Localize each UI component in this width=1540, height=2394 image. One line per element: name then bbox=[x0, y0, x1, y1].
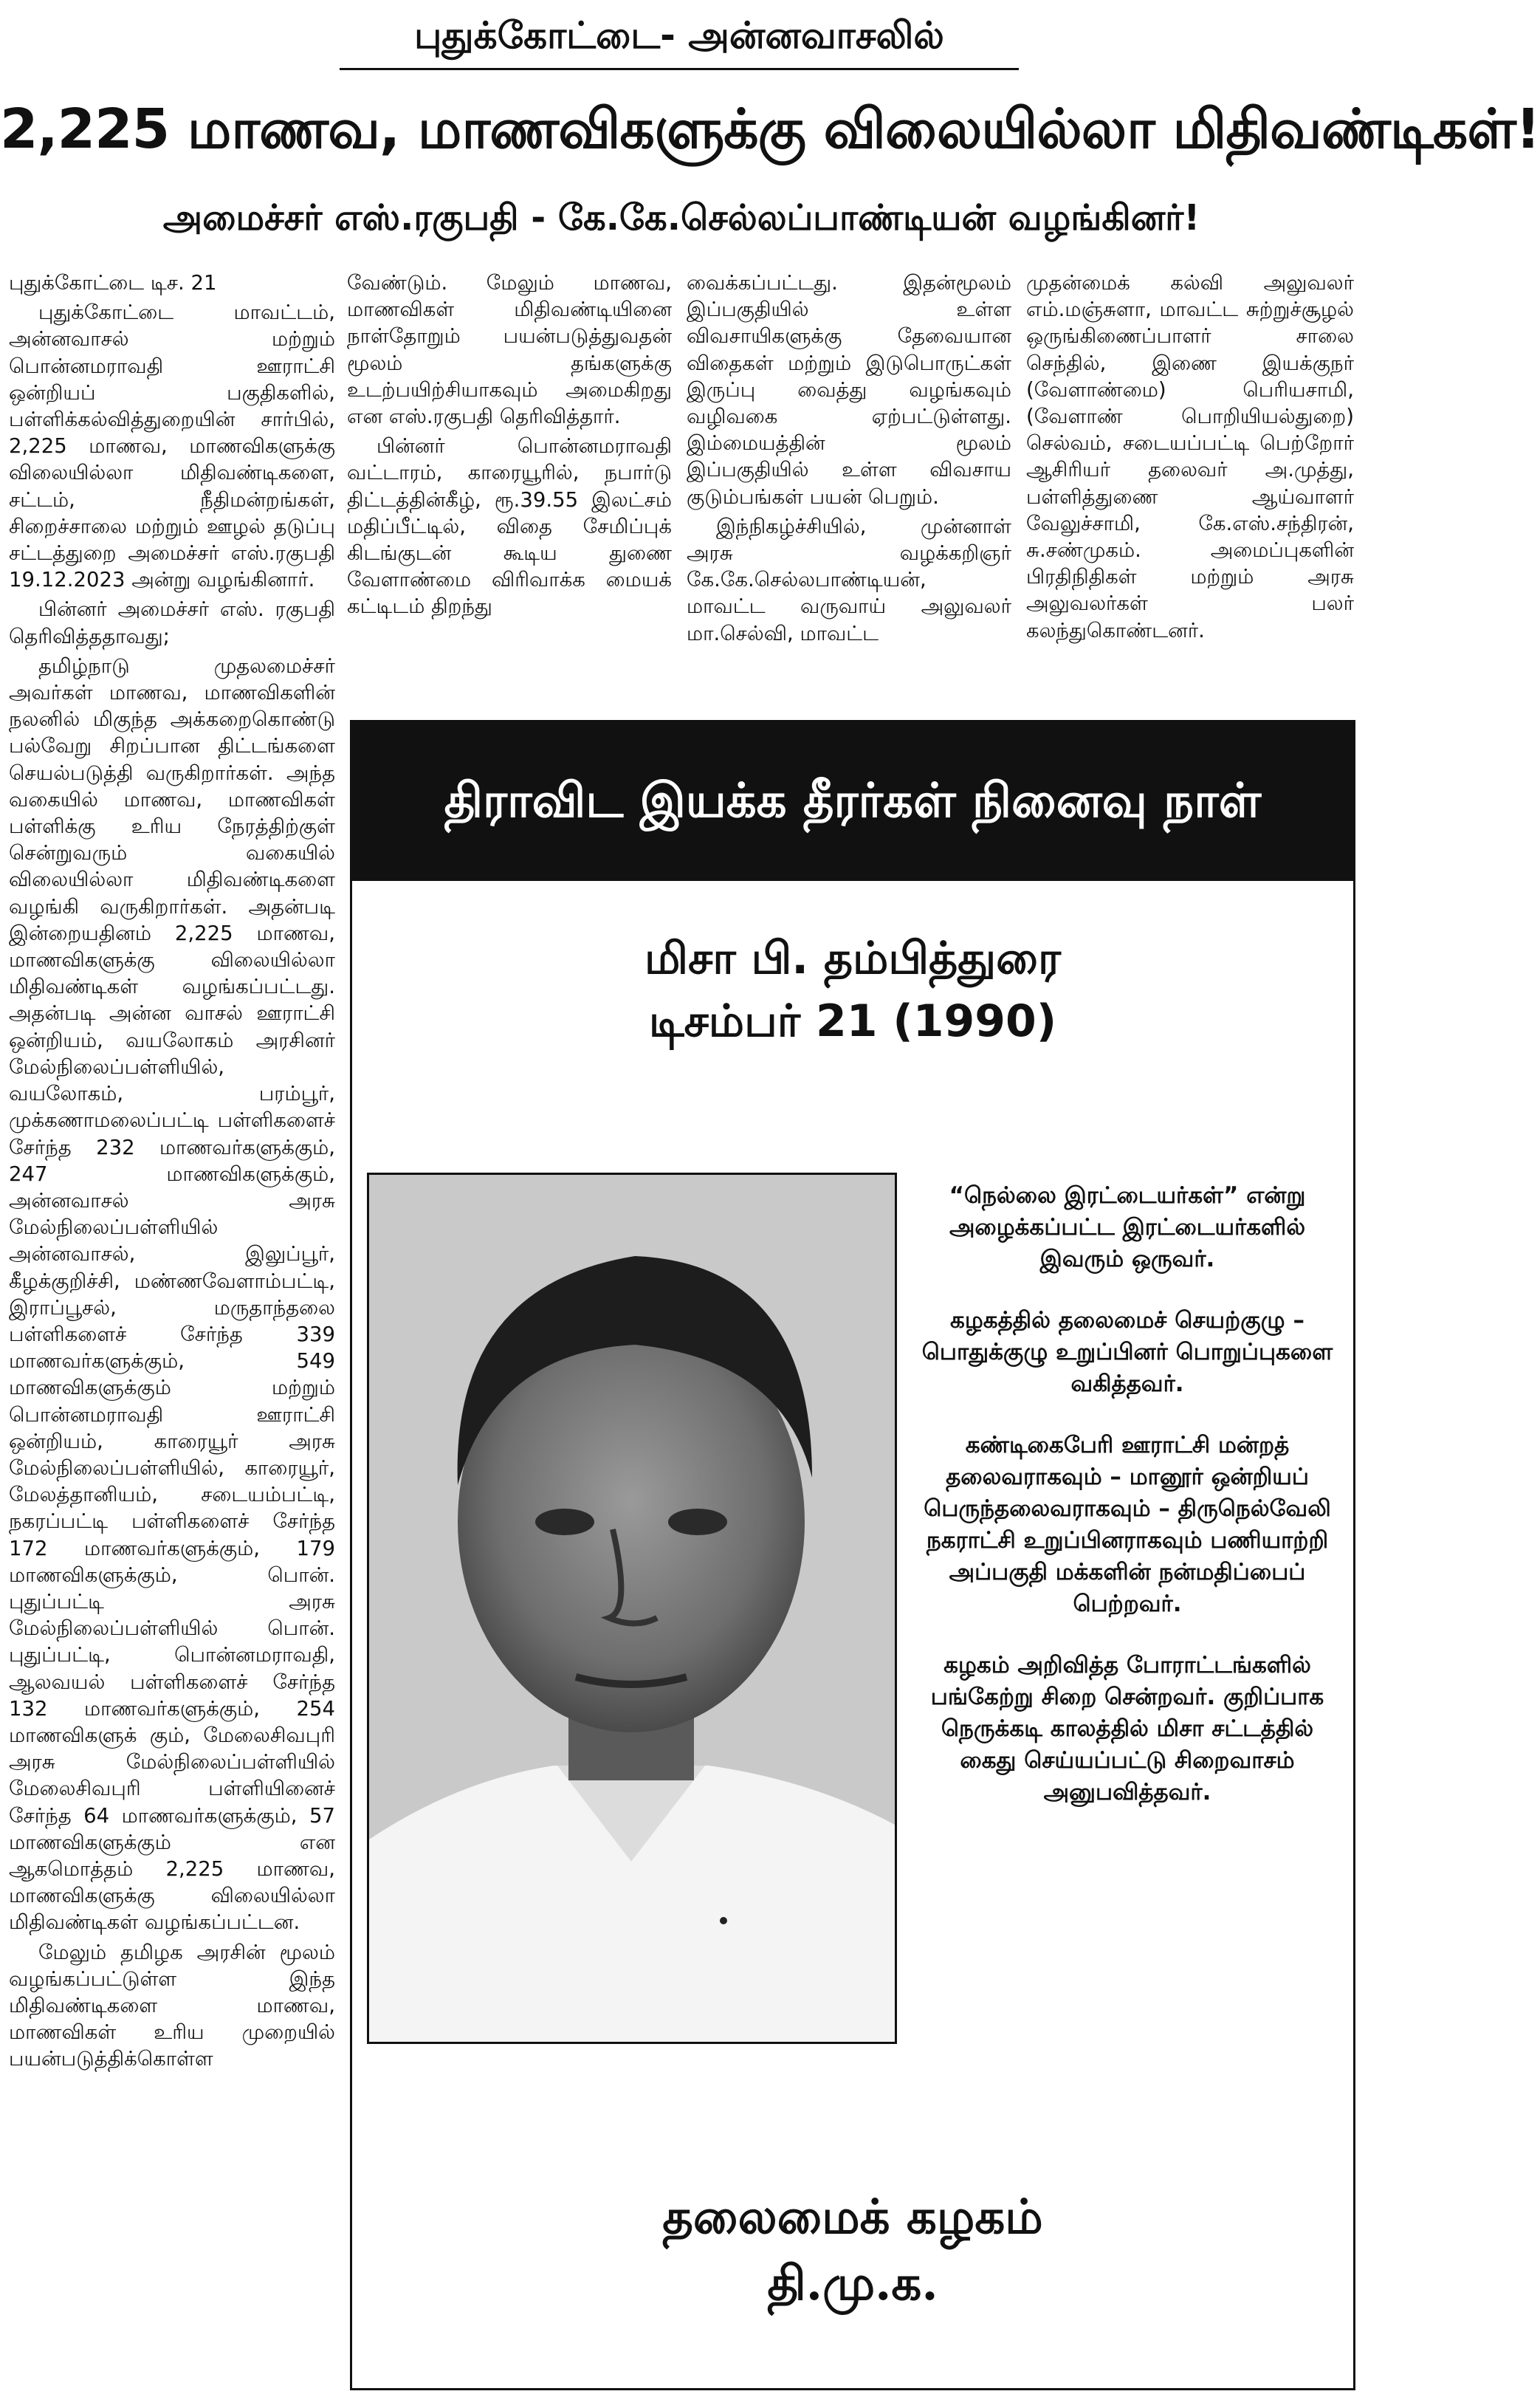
article-paragraph: வைக்கப்பட்டது. இதன்மூலம் இப்பகுதியில் உள்ள விவசாயிகளுக்கு தேவையான விதைகள் மற்றும் இடுபொருட்கள் இருப்பு வைத்து வழங்கவும் வழிவகை ஏற்பட்டுள்ளது. இம்மையத்தின் மூலம் இப்பகுதியில் உள்ள விவசாய குடும்பங்கள் பயன் பெறும். bbox=[687, 271, 1011, 509]
subheadline: அமைச்சர் எஸ்.ரகுபதி - கே.கே.செல்லப்பாண்டியன் வழங்கினர்! bbox=[162, 197, 1200, 239]
article-paragraph: பின்னர் பொன்னமராவதி வட்டாரம், காரையூரில், நபார்டு திட்டத்தின்கீழ், ரூ.39.55 இலட்சம் மதிப்பீட்டில், விதை சேமிப்புக் கிடங்குடன் கூடிய துணை வேளாண்மை விரிவாக்க மையக் கட்டிடம் திறந்து bbox=[347, 434, 672, 619]
bio-paragraph: “நெல்லை இரட்டையர்கள்” என்று அழைக்கப்பட்ட இரட்டையர்களில் இவரும் ஒருவர். bbox=[949, 1182, 1306, 1272]
signature-line-1: தலைமைக் கழகம் bbox=[662, 2189, 1043, 2245]
bio-paragraph: கழகம் அறிவித்த போராட்டங்களில் பங்கேற்று சிறை சென்றவர். குறிப்பாக நெருக்கடி காலத்தில் மிசா சட்டத்தில் கைது செய்யப்பட்டு சிறைவாசம் அனுபவித்தவர். bbox=[930, 1652, 1324, 1805]
bio-paragraph: கழகத்தில் தலைமைச் செயற்குழு – பொதுக்குழு உறுப்பினர் பொறுப்புகளை வகித்தவர். bbox=[921, 1307, 1333, 1397]
headline: 2,225 மாணவ, மாணவிகளுக்கு விலையில்லா மிதிவண்டிகள்! bbox=[0, 97, 1540, 161]
tribute-date: டிசம்பர் 21 (1990) bbox=[648, 995, 1057, 1047]
article-column-2 bbox=[347, 270, 672, 698]
article-paragraph: மேலும் தமிழக அரசின் மூலம் வழங்கப்பட்டுள்ள இந்த மிதிவண்டிகளை மாணவ, மாணவிகள் உரிய முறையில் பயன்படுத்திக்கொள்ள bbox=[9, 1940, 335, 2071]
article-paragraph: புதுக்கோட்டை மாவட்டம், அன்னவாசல் மற்றும் பொன்னமராவதி ஊராட்சி ஒன்றியப் பகுதிகளில், பள்ளிக்கல்வித்துறையின் சார்பில், 2,225 மாணவ, மாணவிகளுக்கு விலையில்லா மிதிவண்டிகளை, சட்டம், நீதிமன்றங்கள், சிறைச்சாலை மற்றும் ஊழல் தடுப்பு சட்டத்துறை அமைச்சர் எஸ்.ரகுபதி 19.12.2023 அன்று வழங்கினார். bbox=[9, 301, 335, 592]
portrait-illustration bbox=[369, 1175, 895, 2042]
tribute-advertisement bbox=[350, 720, 1355, 2390]
kicker-underline bbox=[340, 68, 1019, 70]
tribute-banner: திராவிட இயக்க தீரர்கள் நினைவு நாள் bbox=[352, 722, 1353, 881]
kicker-line: புதுக்கோட்டை- அன்னவாசலில் bbox=[414, 14, 944, 57]
tribute-biography bbox=[913, 1180, 1341, 1838]
article-paragraph: பின்னர் அமைச்சர் எஸ். ரகுபதி தெரிவித்ததாவது; bbox=[9, 597, 335, 648]
article-paragraph: தமிழ்நாடு முதலமைச்சர் அவர்கள் மாணவ, மாணவிகளின் நலனில் மிகுந்த அக்கறைகொண்டு பல்வேறு சிறப்பான திட்டங்களை செயல்படுத்தி வருகிறார்கள். அந்த வகையில் மாணவ, மாணவிகள் பள்ளிக்கு உரிய நேரத்திற்குள் சென்றுவரும் வகையில் விலையில்லா மிதிவண்டிகளை வழங்கி வருகிறார்கள். அதன்படி இன்றையதினம் 2,225 மாணவ, மாணவிகளுக்கு விலையில்லா மிதிவண்டிகள் வழங்கப்பட்டது. அதன்படி அன்ன வாசல் ஊராட்சி ஒன்றியம், வயலோகம் அரசினர் மேல்நிலைப்பள்ளியில், வயலோகம், பரம்பூர், முக்கணாமலைப்பட்டி பள்ளிகளைச் சேர்ந்த 232 மாணவர்களுக்கும், 247 மாணவிகளுக்கும், அன்னவாசல் அரசு மேல்நிலைப்பள்ளியில் அன்னவாசல், இலுப்பூர், கீழக்குறிச்சி, மண்ணவேளாம்பட்டி, இராப்பூசல், மருதாந்தலை பள்ளிகளைச் சேர்ந்த 339 மாணவர்களுக்கும், 549 மாணவிகளுக்கும் மற்றும் பொன்னமராவதி ஊராட்சி ஒன்றியம், காரையூர் அரசு மேல்நிலைப்பள்ளியில், காரையூர், மேலத்தானியம், சடையம்பட்டி, நகரப்பட்டி பள்ளிகளைச் சேர்ந்த 172 மாணவர்களுக்கும், 179 மாணவிகளுக்கும், பொன். புதுப்பட்டி அரசு மேல்நிலைப்பள்ளியில் பொன். புதுப்பட்டி, பொன்னமராவதி, ஆலவயல் பள்ளிகளைச் சேர்ந்த 132 மாணவர்களுக்கும், 254 மாணவிகளுக் கும், மேலைசிவபுரி அரசு மேல்நிலைப்பள்ளியில் மேலைசிவபுரி பள்ளியினைச் சேர்ந்த 64 மாணவர்களுக்கும், 57 மாணவிகளுக்கும் என ஆகமொத்தம் 2,225 மாணவ, மாணவிகளுக்கு விலையில்லா மிதிவண்டிகள் வழங்கப்பட்டன. bbox=[9, 654, 335, 1935]
tribute-name: மிசா பி. தம்பித்துரை bbox=[644, 933, 1061, 984]
article-paragraph: இந்நிகழ்ச்சியில், முன்னாள் அரசு வழக்கறிஞர் கே.கே.செல்லபாண்டியன், மாவட்ட வருவாய் அலுவலர் மா.செல்வி, மாவட்ட bbox=[687, 514, 1011, 645]
tribute-signature bbox=[352, 2184, 1353, 2317]
article-column-1 bbox=[9, 270, 335, 2394]
article-paragraph: வேண்டும். மேலும் மாணவ, மாணவிகள் மிதிவண்டியினை நாள்தோறும் பயன்படுத்துவதன் மூலம் தங்களுக்கு உடற்பயிற்சியாகவும் அமைகிறது என எஸ்.ரகுபதி தெரிவித்தார். bbox=[347, 271, 672, 429]
article-column-3 bbox=[687, 270, 1011, 698]
article-paragraph: முதன்மைக் கல்வி அலுவலர் எம்.மஞ்சுளா, மாவட்ட சுற்றுச்சூழல் ஒருங்கிணைப்பாளர் சாலை செந்தில், இணை இயக்குநர் (வேளாண்மை) பெரியசாமி, (வேளாண் பொறியியல்துறை) செல்வம், சடையப்பட்டி பெற்றோர் ஆசிரியர் தலைவர் அ.முத்து, பள்ளித்துணை ஆய்வாளர் வேலுச்சாமி, கே.எஸ்.சந்திரன், சு.சண்முகம். அமைப்புகளின் பிரதிநிதிகள் மற்றும் அரசு அலுவலர்கள் பலர் கலந்துகொண்டனர். bbox=[1026, 271, 1354, 642]
portrait-photo bbox=[367, 1173, 897, 2044]
signature-line-2: தி.மு.க. bbox=[767, 2256, 938, 2311]
bio-paragraph: கண்டிகைபேரி ஊராட்சி மன்றத் தலைவராகவும் – மானூர் ஒன்றியப் பெருந்தலைவராகவும் – திருநெல்வேலி நகராட்சி உறுப்பினராகவும் பணியாற்றி அப்பகுதி மக்களின் நன்மதிப்பைப் பெற்றவர். bbox=[924, 1432, 1331, 1617]
article-column-4 bbox=[1026, 270, 1354, 698]
article-dateline: புதுக்கோட்டை டிச. 21 bbox=[9, 271, 217, 295]
